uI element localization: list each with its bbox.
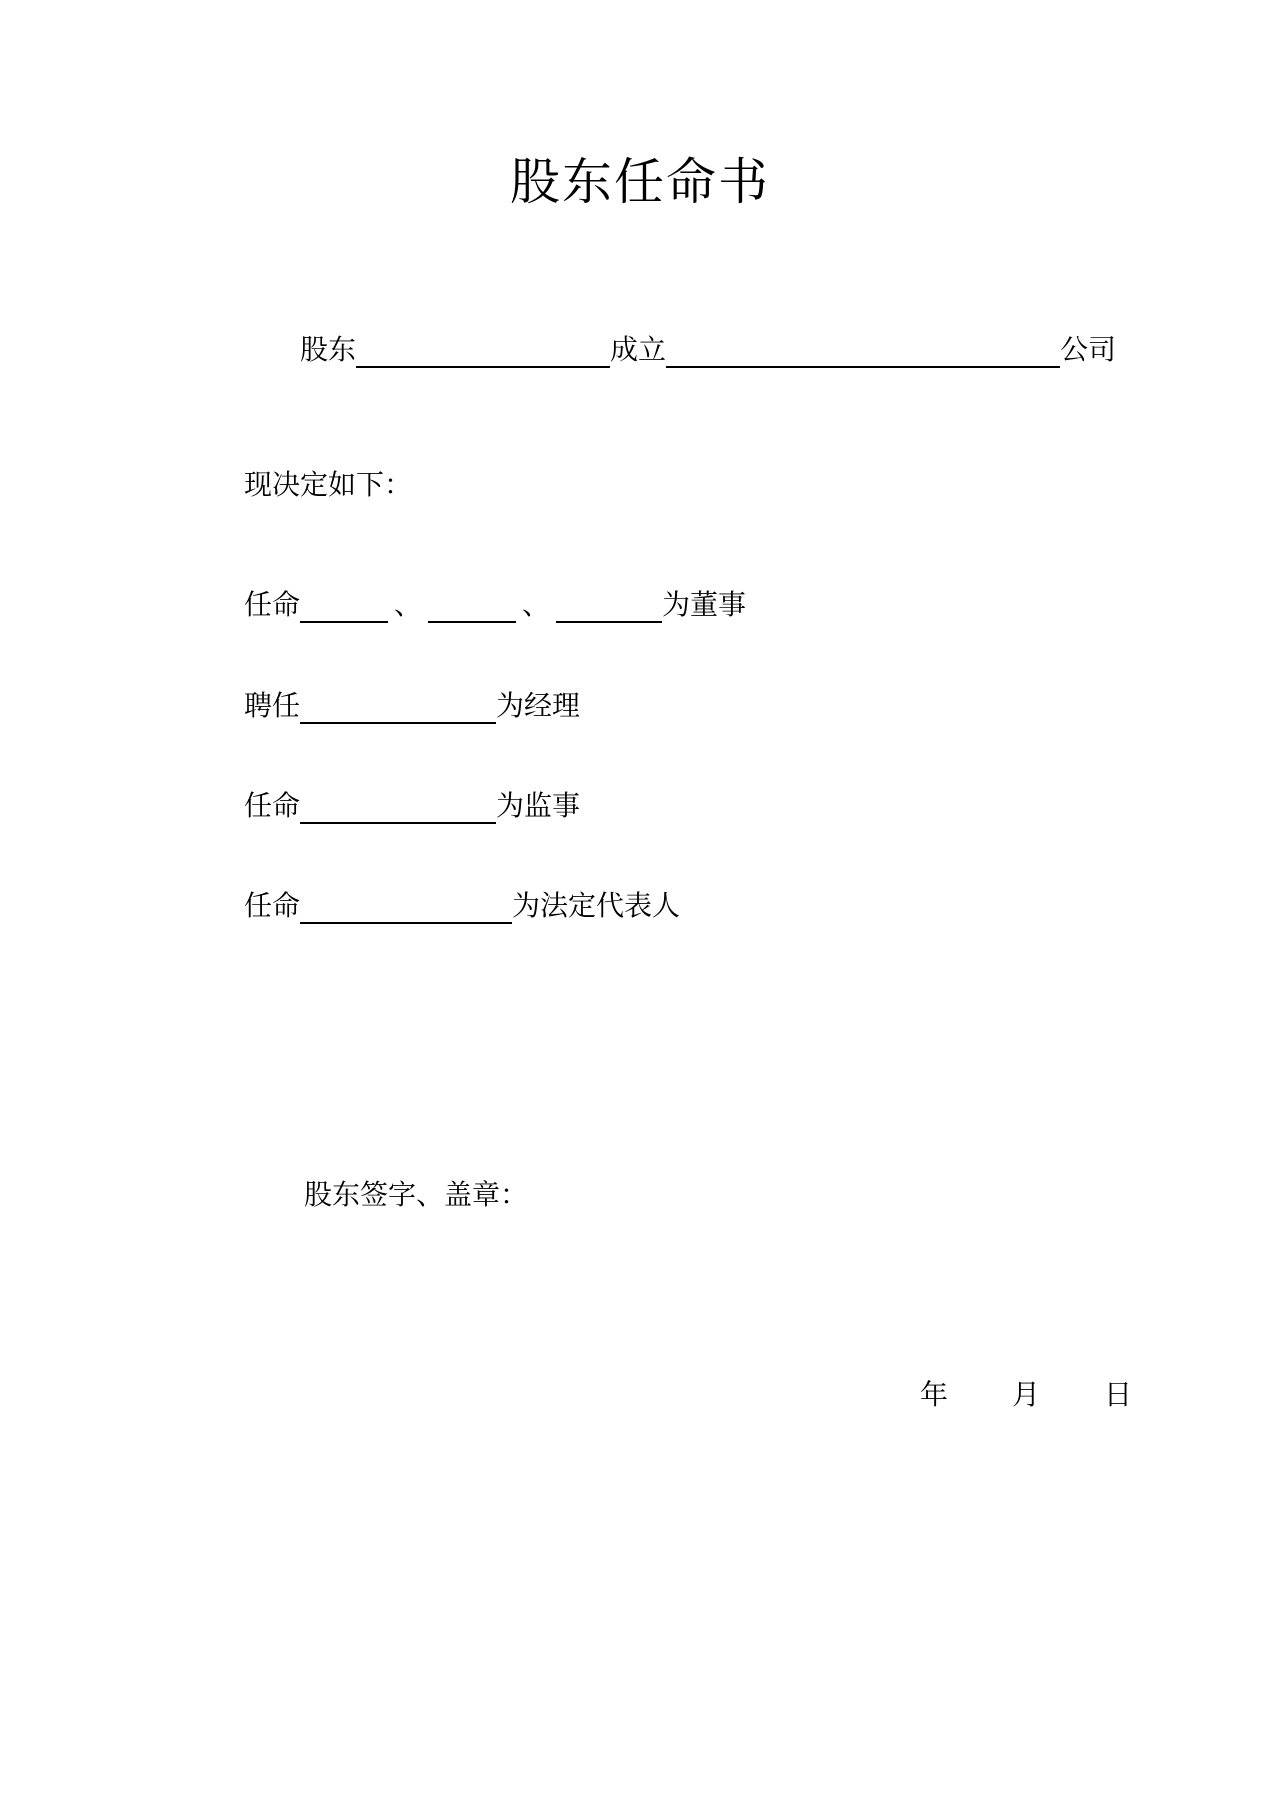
supervisor-blank[interactable] bbox=[300, 792, 496, 824]
appoint-directors-line bbox=[244, 585, 746, 625]
directors-suffix: 为董事 bbox=[662, 588, 747, 621]
appoint-supervisor-line bbox=[244, 786, 580, 826]
signature-label: 股东签字、盖章： bbox=[304, 1178, 529, 1211]
manager-blank[interactable] bbox=[300, 692, 496, 724]
appoint-legal-rep-line bbox=[244, 886, 680, 926]
date-month: 月 bbox=[1012, 1378, 1041, 1411]
signature-label-line bbox=[304, 1175, 528, 1215]
directors-separator-1: 、 bbox=[394, 588, 423, 621]
shareholder-name-blank[interactable] bbox=[356, 336, 610, 368]
legal-rep-suffix: 为法定代表人 bbox=[512, 889, 681, 922]
company-name-blank[interactable] bbox=[666, 336, 1060, 368]
date-year: 年 bbox=[920, 1378, 949, 1411]
decision-heading bbox=[244, 465, 412, 505]
manager-prefix: 聘任 bbox=[244, 689, 301, 722]
appoint-manager-line bbox=[244, 686, 580, 726]
intro-prefix: 股东 bbox=[300, 333, 357, 366]
legal-rep-prefix: 任命 bbox=[244, 889, 301, 922]
manager-suffix: 为经理 bbox=[496, 689, 581, 722]
supervisor-prefix: 任命 bbox=[244, 789, 301, 822]
document-title: 股东任命书 bbox=[510, 153, 770, 211]
supervisor-suffix: 为监事 bbox=[496, 789, 581, 822]
director-2-blank[interactable] bbox=[428, 591, 516, 623]
intro-suffix: 公司 bbox=[1060, 333, 1117, 366]
directors-prefix: 任命 bbox=[244, 588, 301, 621]
intro-line bbox=[300, 330, 1116, 370]
legal-rep-blank[interactable] bbox=[300, 892, 512, 924]
director-1-blank[interactable] bbox=[300, 591, 388, 623]
directors-separator-2: 、 bbox=[522, 588, 551, 621]
decision-heading-text: 现决定如下： bbox=[244, 468, 413, 501]
director-3-blank[interactable] bbox=[556, 591, 662, 623]
intro-middle: 成立 bbox=[610, 333, 667, 366]
date-day: 日 bbox=[1104, 1378, 1133, 1411]
